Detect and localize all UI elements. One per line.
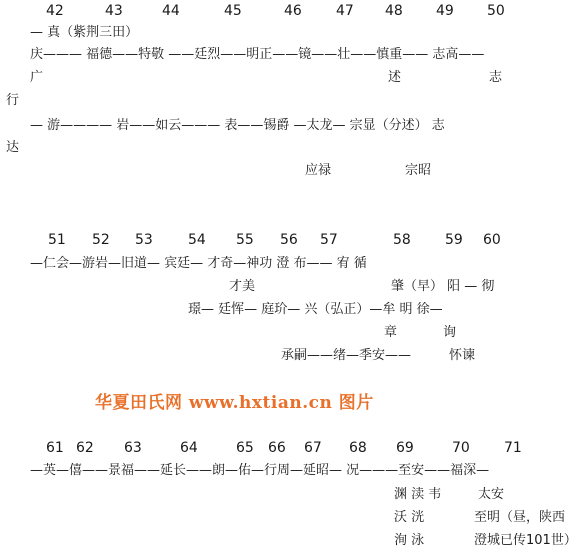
generation-number: 43 — [105, 3, 123, 19]
watermark: 华夏田氏网 www.hxtian.cn 图片 — [95, 393, 374, 413]
lineage-branch: 怀谏 — [449, 348, 476, 363]
generation-number: 58 — [393, 232, 411, 248]
lineage-branch: 广 — [30, 70, 44, 85]
lineage-branch: 宗昭 — [405, 163, 432, 178]
lineage-row: 璟— 廷恽— 庭玠— 兴（弘正）—牟 明 徐— — [188, 302, 443, 317]
generation-number: 65 — [236, 440, 254, 456]
generation-number: 50 — [487, 3, 505, 19]
generation-number: 51 — [48, 232, 66, 248]
generation-number: 64 — [180, 440, 198, 456]
lineage-branch: 沃 洸 — [394, 510, 425, 525]
generation-number: 45 — [224, 3, 242, 19]
generation-number: 42 — [46, 3, 64, 19]
generation-number: 52 — [92, 232, 110, 248]
lineage-branch: 志 — [489, 70, 503, 85]
lineage-branch: 太安 — [478, 487, 505, 502]
lineage-side-label: 达 — [6, 140, 20, 155]
lineage-branch: 询 — [443, 325, 457, 340]
generation-number: 66 — [268, 440, 286, 456]
generation-number: 70 — [452, 440, 470, 456]
lineage-branch: 章 — [384, 325, 398, 340]
generation-number: 46 — [284, 3, 302, 19]
lineage-branch: 洵 泳 — [394, 533, 425, 548]
generation-number: 53 — [135, 232, 153, 248]
lineage-branch: 应禄 — [305, 163, 332, 178]
lineage-branch: 述 — [388, 70, 402, 85]
lineage-branch: 才美 — [229, 279, 256, 294]
generation-number: 44 — [162, 3, 180, 19]
generation-number: 48 — [385, 3, 403, 19]
generation-number: 59 — [445, 232, 463, 248]
lineage-row: —英—僖——景福——延长——朗—佑—行周—延昭— 况———至安——福深— — [30, 463, 490, 478]
lineage-row: — 游———— 岩——如云——— 表——锡爵 —太龙— 宗显（分述） 志 — [30, 118, 445, 133]
generation-number: 56 — [280, 232, 298, 248]
lineage-row: 承嗣——绪—季安—— — [281, 348, 412, 363]
lineage-branch: 澄城已传101世） — [474, 533, 577, 548]
lineage-branch: 渊 渎 韦 — [394, 487, 442, 502]
generation-number: 49 — [436, 3, 454, 19]
lineage-row: —仁会—游岩—旧道— 宾廷— 才奇—神功 澄 布—— 宥 循 — [30, 256, 367, 271]
generation-number: 62 — [76, 440, 94, 456]
lineage-branch: 至明（昼，陕西 — [474, 510, 566, 525]
lineage-row: — 真（紫荆三田） — [30, 25, 139, 40]
generation-number: 68 — [349, 440, 367, 456]
generation-number: 61 — [46, 440, 64, 456]
generation-number: 55 — [236, 232, 254, 248]
lineage-row: 庆——— 福德——特敬 ——廷烈——明正——镜——壮——慎重—— 志高—— — [30, 47, 485, 62]
generation-number: 54 — [188, 232, 206, 248]
generation-number: 69 — [396, 440, 414, 456]
generation-number: 71 — [504, 440, 522, 456]
generation-number: 63 — [124, 440, 142, 456]
generation-number: 67 — [304, 440, 322, 456]
lineage-side-label: 行 — [6, 93, 20, 108]
generation-number: 60 — [483, 232, 501, 248]
generation-number: 57 — [320, 232, 338, 248]
generation-number: 47 — [336, 3, 354, 19]
lineage-branch: 肇（早） 阳 — 彻 — [391, 279, 495, 294]
